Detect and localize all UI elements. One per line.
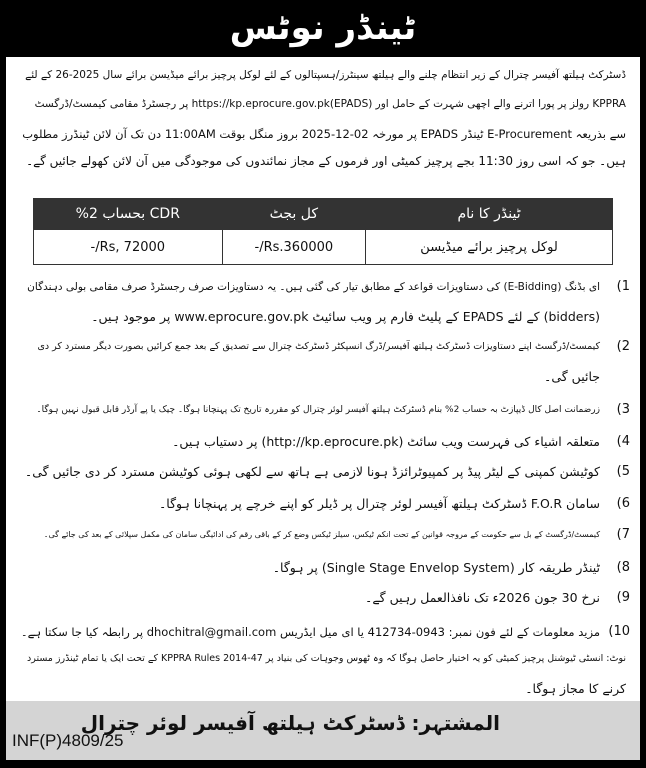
item-number: (5	[616, 464, 630, 479]
intro-line: ہیں۔ جو کہ اسی روز 11:30 بجے پرچیز کمیٹی اور فرموں کے مجاز نمائندوں کی موجودگی میں آن لائن کھولے جائیں گے۔	[26, 154, 626, 168]
list-item: جائیں گی۔	[544, 369, 600, 384]
header-tender-name: ٹینڈر کا نام	[366, 199, 613, 230]
list-item: زرضمانت اصل کال ڈیپازٹ بہ حساب 2% بنام ڈسٹرکٹ ہیلتھ آفیسر لوئر چترال کو مقررہ تاریخ تک پہنچانا ہوگا۔ چیک یا پے آرڈر قابل قبول نہیں ہوگا۔	[36, 405, 600, 415]
table-header-row	[34, 199, 613, 230]
list-item: (bidders) کے لئے EPADS کے پلیٹ فارم پر ویب سائیٹ www.eprocure.gov.pk پر موجود ہیں۔	[91, 309, 600, 324]
cell-tender-name: لوکل پرچیز برائے میڈیسن	[366, 230, 613, 265]
cell-cdr: Rs, 72000/-	[34, 230, 223, 265]
item-number: (9	[616, 590, 630, 605]
cell-budget: Rs.360000/-	[222, 230, 366, 265]
list-item: سامان F.O.R ڈسٹرکٹ ہیلتھ آفیسر لوئر چترال پر ڈیلر کو اپنے خرچے پر پہنچانا ہوگا۔	[158, 496, 600, 511]
note-line: نوٹ: انسٹی ٹیوشنل پرچیز کمیٹی کو یہ اختیار حاصل ہوگا کہ وہ ٹھوس وجوہات کی بنیاد پر 47-KPPRA Rules 2014 کے تحت ایک یا تمام ٹینڈرز مسترد	[26, 653, 626, 664]
item-number: (2	[616, 339, 630, 354]
item-number: (10	[608, 624, 630, 639]
list-item: کیمسٹ/ڈرگسٹ اپنے دستاویزات ڈسٹرکٹ ہیلتھ آفیسر/ڈرگ انسپکٹر ڈسٹرکٹ چترال سے تصدیق کے بعد جمع کرائیں بصورت دیگر مسترد کر دی	[37, 341, 600, 352]
footer-bar	[6, 701, 640, 760]
item-number: (3	[616, 402, 630, 417]
list-item: متعلقہ اشیاء کی فہرست ویب سائٹ (http://kp.eprocure.pk) پر دستیاب ہیں۔	[172, 434, 600, 449]
intro-line: KPPRA رولز پر پورا اترنے والے اچھی شہرت کے حامل اور (EPADS)https://kp.eprocure.gov.pk پر رجسٹرڈ مقامی کیمسٹ/ڈرگسٹ	[34, 98, 626, 110]
list-item: مزید معلومات کے لئے فون نمبر: 0943-412734 یا ای میل ایڈریس dhochitral@gmail.com پر رابطہ کیا جا سکتا ہے۔	[20, 625, 600, 639]
header-cdr: CDR بحساب 2%	[34, 199, 223, 230]
list-item: کوٹیشن کمپنی کے لیٹر پیڈ پر کمپیوٹرائزڈ ہونا لازمی ہے ہاتھ سے لکھی ہوئی کوٹیشن مسترد کر دی جائیں گی۔	[24, 464, 600, 479]
intro-line: سے بذریعہ E-Procurement ٹینڈر EPADS پر مورخہ 02-12-2025 بروز منگل بوقت 11:00AM دن تک آن لائن ٹینڈرز مطلوب	[22, 127, 626, 141]
list-item: ای بڈنگ (E-Bidding) کی دستاویزات قواعد کے مطابق تیار کی گئی ہیں۔ یہ دستاویزات صرف رجسٹرڈ صرف مقامی بولی دہندگان	[27, 281, 600, 293]
note-line: کرنے کا مجاز ہوگا۔	[525, 681, 626, 696]
item-number: (4	[616, 434, 630, 449]
notice-body	[6, 57, 640, 701]
header-total-budget: کل بجٹ	[222, 199, 366, 230]
reference-number: INF(P)4809/25	[12, 731, 124, 750]
list-item: ٹینڈر طریقہ کار (Single Stage Envelop System) پر ہوگا۔	[272, 560, 600, 575]
item-number: (6	[616, 496, 630, 511]
item-number: (8	[616, 560, 630, 575]
notice-title: ٹینڈر نوٹس	[229, 8, 417, 48]
item-number: (7	[616, 527, 630, 542]
list-item: نرخ 30 جون 2026ء تک نافذالعمل رہیں گے۔	[365, 590, 600, 605]
tender-table	[33, 198, 613, 265]
advertiser: المشتہر: ڈسٹرکٹ ہیلتھ آفیسر لوئر چترال	[80, 711, 500, 735]
list-item: کیمسٹ/ڈرگسٹ کے بل سے حکومت کے مروجہ قوانین کے تحت انکم ٹیکس، سیلز ٹیکس وضع کر کے باقی رقم کی ادائیگی سامان کی مکمل سپلائی کے بعد کی جائے گی۔	[43, 530, 600, 539]
table-row	[34, 230, 613, 265]
intro-line: ڈسٹرکٹ ہیلتھ آفیسر چترال کے زیر انتظام چلنے والے ہیلتھ سینٹرز/ہسپتالوں کے لئے لوکل پرچیز برائے میڈیسن برائے سال 2025-26 کے لئے	[25, 69, 626, 81]
item-number: (1	[616, 279, 630, 294]
